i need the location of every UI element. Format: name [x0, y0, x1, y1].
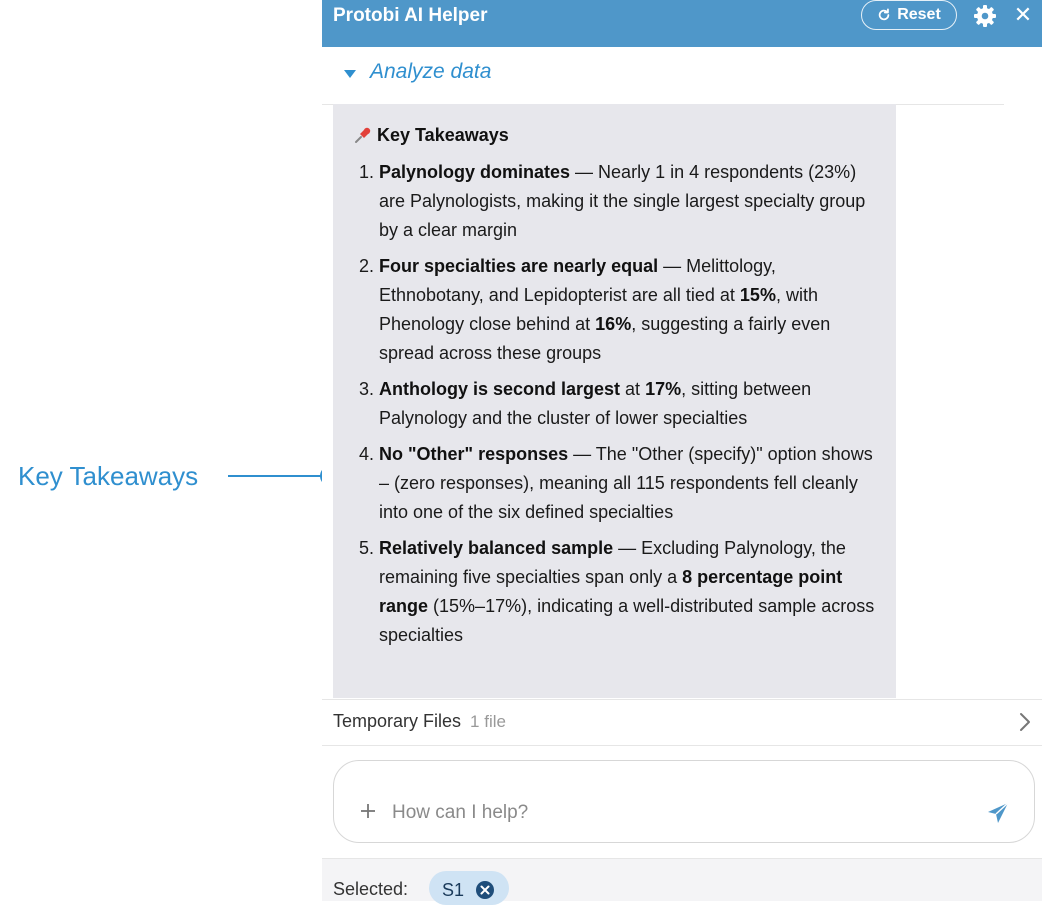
item-bold: Relatively balanced sample: [379, 538, 614, 558]
chip-label: S1: [442, 880, 465, 900]
close-icon[interactable]: ✕: [1013, 2, 1033, 27]
plus-icon[interactable]: [358, 801, 378, 821]
list-item: [379, 252, 880, 368]
item-text: — Excluding Palynology, the remaining five specialties span only a: [379, 538, 846, 587]
item-bold: No "Other" responses: [379, 444, 569, 464]
item-text: (15%–17%), indicating a well-distributed sample across specialties: [379, 596, 875, 645]
selected-bar: [322, 858, 1042, 901]
item-bold: 17%: [645, 379, 682, 399]
panel-header: [322, 0, 1042, 47]
send-icon[interactable]: [986, 801, 1010, 825]
ai-helper-panel: [322, 0, 1042, 900]
item-bold: Anthology is second largest: [379, 379, 621, 399]
refresh-icon: [877, 8, 891, 22]
item-text: — Nearly 1 in 4 respondents (23%) are Palynologists, making it the single largest specialty group by a clear margin: [379, 162, 866, 240]
chat-input[interactable]: [392, 799, 952, 827]
composer-box: [333, 760, 1035, 843]
item-text: at: [620, 379, 646, 399]
panel-title: Protobi AI Helper: [333, 5, 488, 26]
reset-label: Reset: [897, 6, 941, 23]
selected-label: Selected:: [333, 879, 409, 899]
annotation-callout: [18, 458, 198, 494]
item-text: , suggesting a fairly even spread across these groups: [379, 314, 831, 363]
reset-button[interactable]: [861, 0, 957, 30]
callout-line: [228, 475, 326, 477]
files-count: 1 file: [470, 712, 506, 731]
item-text: — The "Other (specify)" option shows – (zero responses), meaning all 115 respondents fell cleanly into one of the six defined specialties: [379, 444, 873, 522]
composer-area: [322, 745, 1042, 858]
analyze-data-toggle[interactable]: [322, 47, 1004, 105]
chevron-right-icon: [1019, 712, 1031, 732]
takeaways-list: [353, 158, 880, 650]
item-bold: Four specialties are nearly equal: [379, 256, 659, 276]
list-item: [379, 158, 880, 245]
item-bold: 15%: [739, 285, 776, 305]
gear-icon[interactable]: [973, 4, 997, 28]
temporary-files-row[interactable]: [322, 699, 1042, 746]
list-item: [379, 375, 880, 433]
message-heading: [353, 122, 880, 148]
item-bold: Palynology dominates: [379, 162, 571, 182]
remove-chip-icon[interactable]: [475, 880, 495, 900]
list-item: [379, 534, 880, 650]
item-text: , with Phenology close behind at: [379, 285, 818, 334]
pushpin-icon: [353, 125, 373, 145]
callout-label: Key Takeaways: [18, 461, 199, 491]
list-item: [379, 440, 880, 527]
caret-down-icon: [343, 69, 357, 79]
files-title: Temporary Files: [333, 711, 462, 731]
heading-text: Key Takeaways: [377, 124, 509, 145]
temporary-files-label: [333, 711, 506, 732]
item-text: — Melittology, Ethnobotany, and Lepidopterist are all tied at: [379, 256, 776, 305]
item-bold: 16%: [595, 314, 632, 334]
assistant-message: [333, 104, 896, 698]
analyze-data-label: Analyze data: [370, 60, 492, 83]
item-text: , sitting between Palynology and the cluster of lower specialties: [379, 379, 812, 428]
item-bold: 8 percentage point range: [379, 567, 843, 616]
